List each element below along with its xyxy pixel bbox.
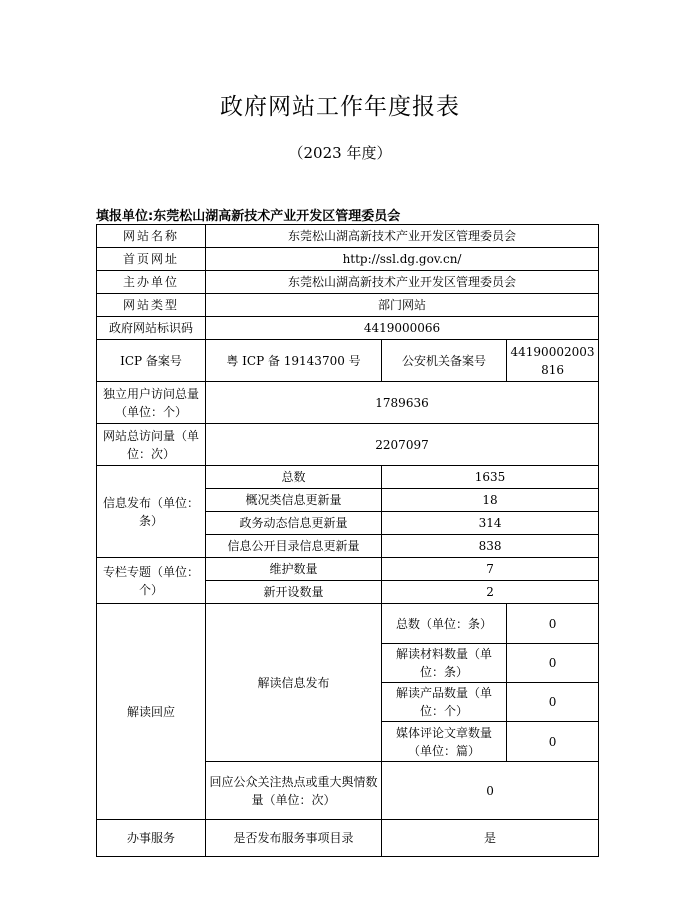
table-row: [97, 558, 599, 581]
columns-new-value: 2: [382, 581, 599, 604]
gov-site-id-value: 4419000066: [206, 317, 599, 340]
publishing-total-label: 总数: [206, 466, 382, 489]
columns-new-label: 新开设数量: [206, 581, 382, 604]
unique-visitors-value: 1789636: [206, 382, 599, 424]
site-name-label: 网站名称: [97, 225, 206, 248]
table-row: [97, 604, 599, 644]
columns-maintained-value: 7: [382, 558, 599, 581]
gov-news-updates-label: 政务动态信息更新量: [206, 512, 382, 535]
hotspot-response-value: 0: [382, 762, 599, 820]
site-type-label: 网站类型: [97, 294, 206, 317]
table-row: [97, 424, 599, 466]
filing-unit: 填报单位:东莞松山湖高新技术产业开发区管理委员会: [96, 209, 401, 224]
homepage-url-value: http://ssl.dg.gov.cn/: [206, 248, 599, 271]
interp-products-value: 0: [507, 683, 599, 722]
table-row: [97, 248, 599, 271]
table-row: [97, 466, 599, 489]
report-year: （2023 年度）: [288, 144, 392, 162]
table-row: [97, 382, 599, 424]
site-name-value: 东莞松山湖高新技术产业开发区管理委员会: [206, 225, 599, 248]
site-type-value: 部门网站: [206, 294, 599, 317]
interp-media-label: 媒体评论文章数量（单位：篇）: [382, 722, 507, 762]
gov-news-updates-value: 314: [382, 512, 599, 535]
icp-value: 粤 ICP 备 19143700 号: [206, 340, 382, 382]
gov-site-id-label: 政府网站标识码: [97, 317, 206, 340]
table-row: [97, 317, 599, 340]
total-visits-value: 2207097: [206, 424, 599, 466]
report-table: [96, 224, 599, 857]
interpretation-release-label: 解读信息发布: [206, 604, 382, 762]
table-row: [97, 225, 599, 248]
publishing-total-value: 1635: [382, 466, 599, 489]
interpretation-label: 解读回应: [97, 604, 206, 820]
table-row: [97, 820, 599, 857]
service-catalog-value: 是: [382, 820, 599, 857]
interp-materials-value: 0: [507, 644, 599, 683]
overview-updates-label: 概况类信息更新量: [206, 489, 382, 512]
interp-media-value: 0: [507, 722, 599, 762]
table-row: [97, 271, 599, 294]
police-record-label: 公安机关备案号: [382, 340, 507, 382]
service-catalog-label: 是否发布服务事项目录: [206, 820, 382, 857]
page-title: 政府网站工作年度报表: [220, 94, 460, 120]
interp-products-label: 解读产品数量（单位：个）: [382, 683, 507, 722]
hotspot-response-label: 回应公众关注热点或重大舆情数量（单位：次）: [206, 762, 382, 820]
icp-label: ICP 备案号: [97, 340, 206, 382]
total-visits-label: 网站总访问量（单位：次）: [97, 424, 206, 466]
interp-total-value: 0: [507, 604, 599, 644]
publishing-label: 信息发布（单位：条）: [97, 466, 206, 558]
services-label: 办事服务: [97, 820, 206, 857]
sponsor-label: 主办单位: [97, 271, 206, 294]
overview-updates-value: 18: [382, 489, 599, 512]
homepage-url-label: 首页网址: [97, 248, 206, 271]
unique-visitors-label: 独立用户访问总量（单位：个）: [97, 382, 206, 424]
table-row: [97, 340, 599, 382]
disclosure-updates-label: 信息公开目录信息更新量: [206, 535, 382, 558]
interp-materials-label: 解读材料数量（单位：条）: [382, 644, 507, 683]
interp-total-label: 总数（单位：条）: [382, 604, 507, 644]
disclosure-updates-value: 838: [382, 535, 599, 558]
columns-maintained-label: 维护数量: [206, 558, 382, 581]
table-row: [97, 294, 599, 317]
sponsor-value: 东莞松山湖高新技术产业开发区管理委员会: [206, 271, 599, 294]
police-record-value: 44190002003816: [507, 340, 599, 382]
columns-label: 专栏专题（单位：个）: [97, 558, 206, 604]
